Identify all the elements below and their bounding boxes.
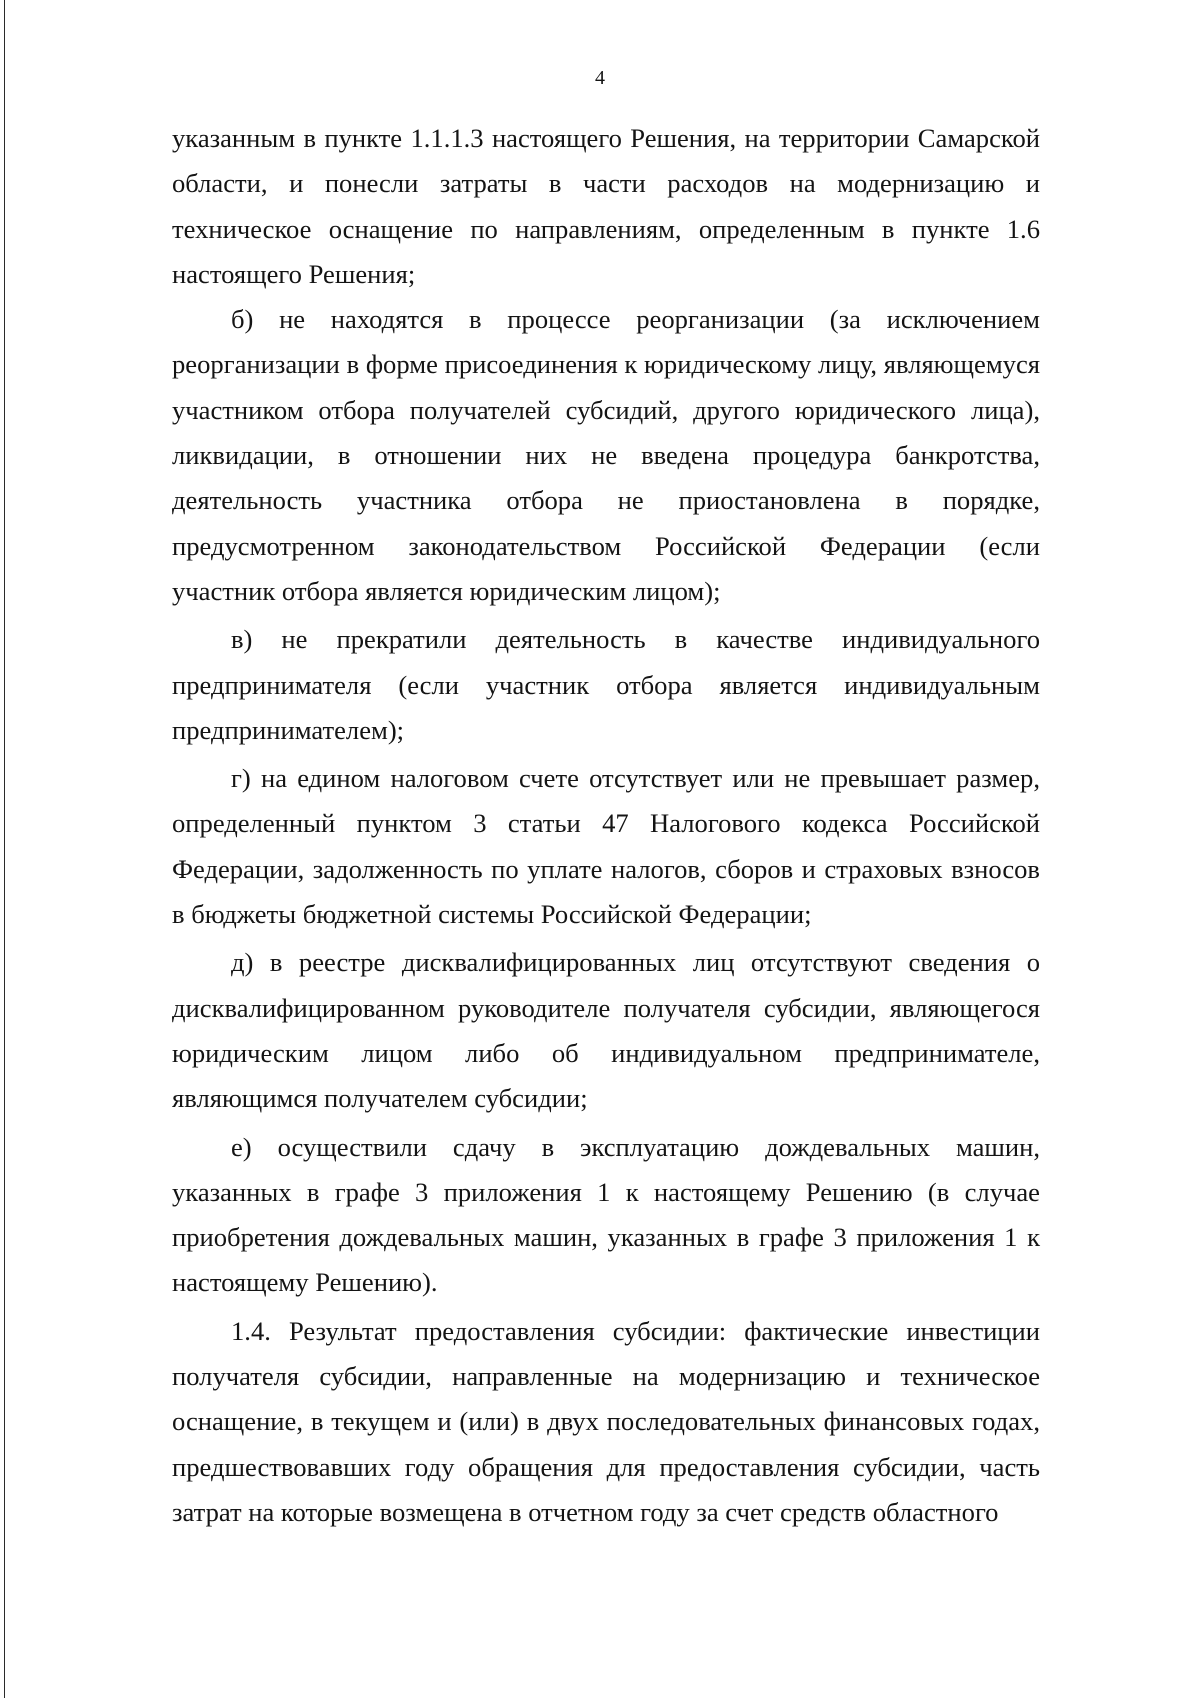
paragraph-item-d: д) в реестре дисквалифицированных лиц отсутствуют сведения о дисквалифицированном руководителе получателя субсидии, являющегося юридическим лицом либо об индивидуальном предпринимателе, являющимся получателем субсидии; <box>172 947 1040 1114</box>
scan-left-border <box>4 0 5 1698</box>
paragraph-item-g: г) на едином налоговом счете отсутствует или не превышает размер, определенный пунктом 3 статьи 47 Налогового кодекса Российской Федерации, задолженность по уплате налогов, сборов и страховых взносов в бюджеты бюджетной системы Российской Федерации; <box>172 763 1040 930</box>
paragraph-continuation: указанным в пункте 1.1.1.3 настоящего Решения, на территории Самарской области, и понесли затраты в части расходов на модернизацию и техническое оснащение по направлениям, определенным в пункте 1.6 настоящего Решения; <box>172 123 1040 289</box>
document-body <box>172 116 1040 1535</box>
page-number: 4 <box>595 67 605 89</box>
paragraph-section-1-4: 1.4. Результат предоставления субсидии: фактические инвестиции получателя субсидии, направленные на модернизацию и техническое оснащение, в текущем и (или) в двух последовательных финансовых годах, предшествовавших году обращения для предоставления субсидии, часть затрат на которые возмещена в отчетном году за счет средств областного <box>172 1315 1040 1527</box>
paragraph-item-b: б) не находятся в процессе реорганизации (за исключением реорганизации в форме присоединения к юридическому лицу, являющемуся участником отбора получателей субсидий, другого юридического лица), ликвидации, в отношении них не введена процедура банкротства, деятельность участника отбора не приостановлена в порядке, предусмотренном законодательством Российской Федерации (если участник отбора является юридическим лицом); <box>172 304 1040 606</box>
paragraph-item-e: е) осуществили сдачу в эксплуатацию дождевальных машин, указанных в графе 3 приложения 1 к настоящему Решению (в случае приобретения дождевальных машин, указанных в графе 3 приложения 1 к настоящему Решению). <box>172 1131 1040 1298</box>
paragraph-item-v: в) не прекратили деятельность в качестве индивидуального предпринимателя (если участник отбора является индивидуальным предпринимателем); <box>172 624 1040 745</box>
